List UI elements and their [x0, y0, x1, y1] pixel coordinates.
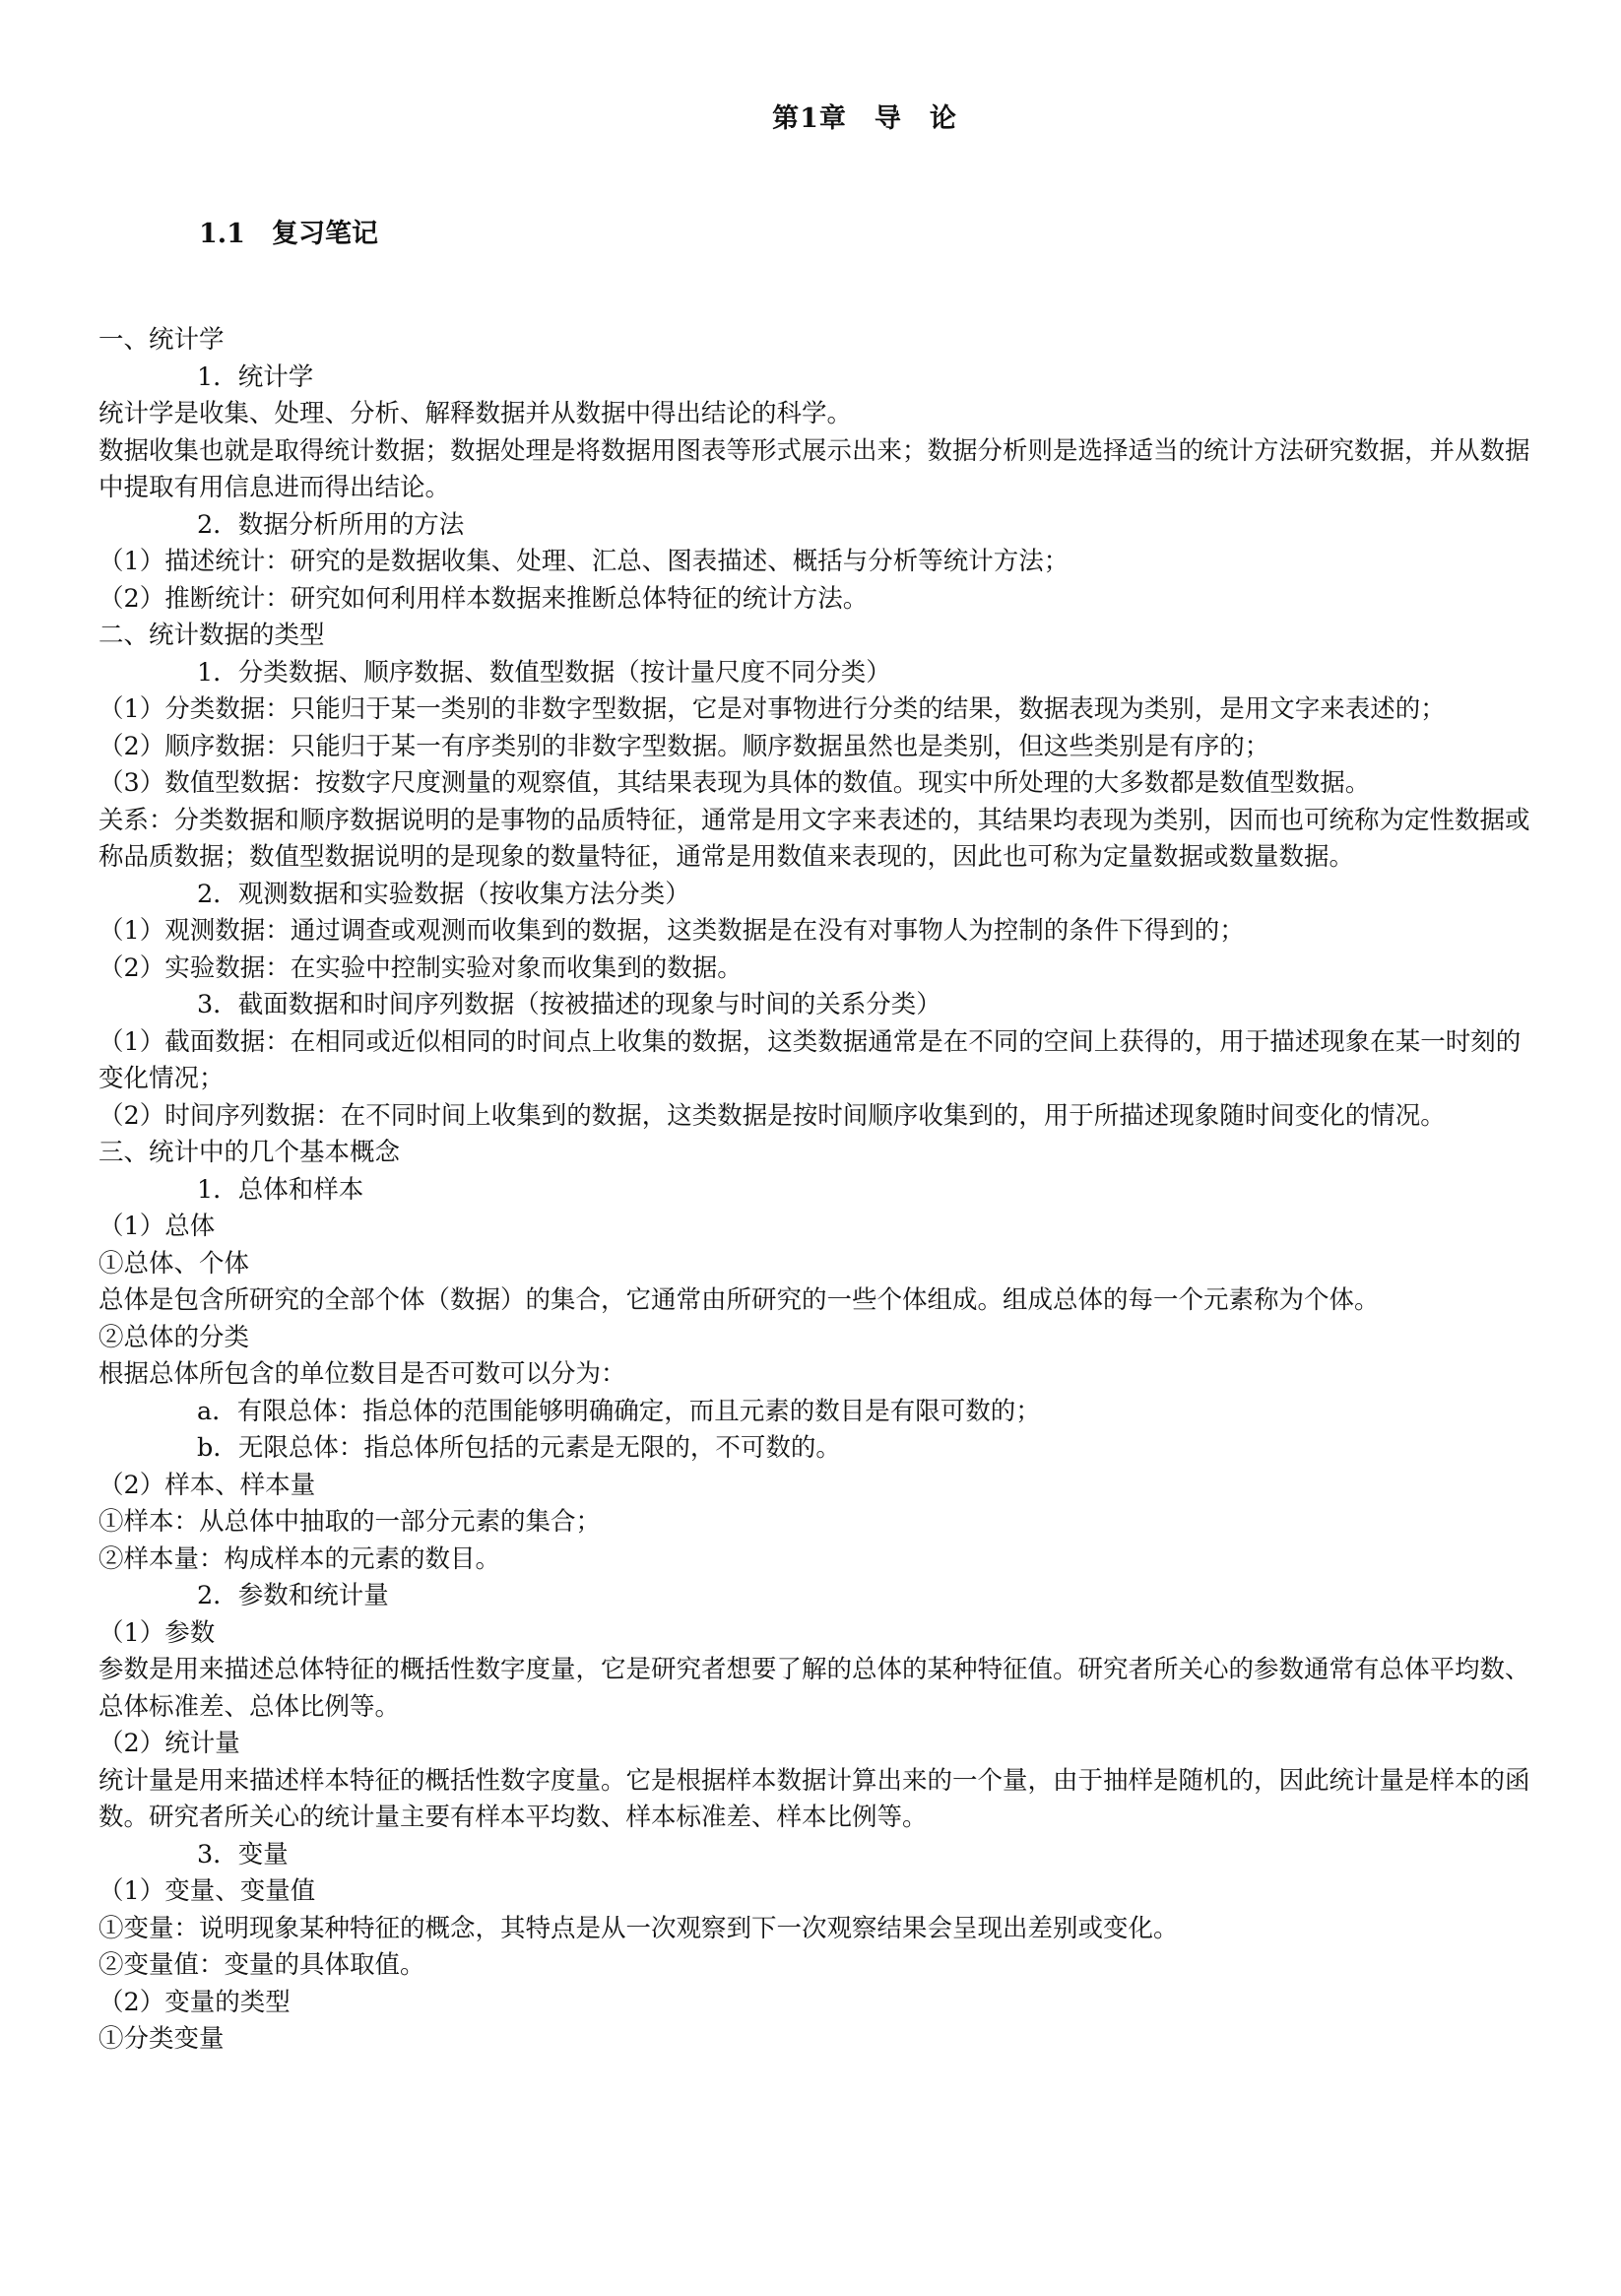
- text-line: （2）推断统计：研究如何利用样本数据来推断总体特征的统计方法。: [98, 583, 869, 614]
- text-line: b．无限总体：指总体所包括的元素是无限的，不可数的。: [197, 1433, 841, 1463]
- text-line: （1）观测数据：通过调查或观测而收集到的数据，这类数据是在没有对事物人为控制的条件下得到的；: [98, 916, 1245, 946]
- text-line: 关系：分类数据和顺序数据说明的是事物的品质特征，通常是用文字来表述的，其结果均表现为类别，因而也可统称为定性数据或称品质数据；数值型数据说明的是现象的数量特征，通常是用数值来表现的，因此也可称为定量数据或数量数据。: [98, 805, 1530, 872]
- text-line: （2）实验数据：在实验中控制实验对象而收集到的数据。: [98, 952, 743, 983]
- text-line: 1．统计学: [197, 361, 314, 392]
- text-line: 总体是包含所研究的全部个体（数据）的集合，它通常由所研究的一些个体组成。组成总体的每一个元素称为个体。: [98, 1285, 1380, 1315]
- text-line: ①分类变量: [98, 2024, 225, 2054]
- text-line: 2．数据分析所用的方法: [197, 509, 465, 540]
- text-line: 统计学是收集、处理、分析、解释数据并从数据中得出结论的科学。: [98, 399, 853, 428]
- text-line: 2．参数和统计量: [197, 1581, 389, 1610]
- text-line: 数据收集也就是取得统计数据；数据处理是将数据用图表等形式展示出来；数据分析则是选择适当的统计方法研究数据，并从数据中提取有用信息进而得出结论。: [98, 435, 1530, 502]
- text-line: ①总体、个体: [98, 1248, 250, 1279]
- text-line: （1）描述统计：研究的是数据收集、处理、汇总、图表描述、概括与分析等统计方法；: [98, 547, 1070, 576]
- text-line: （2）变量的类型: [98, 1987, 291, 2017]
- text-line: ②样本量：构成样本的元素的数目。: [98, 1543, 501, 1574]
- text-line: 二、统计数据的类型: [98, 621, 325, 650]
- text-line: （2）样本、样本量: [98, 1470, 316, 1500]
- text-line: a．有限总体：指总体的范围能够明确确定，而且元素的数目是有限可数的；: [197, 1396, 1041, 1426]
- text-line: ①样本：从总体中抽取的一部分元素的集合；: [98, 1507, 602, 1537]
- text-line: ①变量：说明现象某种特征的概念，其特点是从一次观察到下一次观察结果会呈现出差别或变化。: [98, 1913, 1179, 1943]
- text-line: 3．变量: [197, 1839, 289, 1870]
- text-line: （1）截面数据：在相同或近似相同的时间点上收集的数据，这类数据通常是在不同的空间上获得的，用于描述现象在某一时刻的变化情况；: [98, 1026, 1522, 1093]
- text-line: 1．分类数据、顺序数据、数值型数据（按计量尺度不同分类）: [197, 657, 891, 688]
- text-line: 三、统计中的几个基本概念: [98, 1138, 401, 1167]
- text-line: （1）变量、变量值: [98, 1876, 316, 1906]
- text-line: 一、统计学: [98, 325, 225, 355]
- text-line: ②总体的分类: [98, 1322, 250, 1352]
- section-title: 1.1 复习笔记: [199, 219, 378, 249]
- text-line: （2）顺序数据：只能归于某一有序类别的非数字型数据。顺序数据虽然也是类别，但这些类别是有序的；: [98, 731, 1270, 761]
- text-line: 1．总体和样本: [197, 1174, 364, 1205]
- text-line: 3．截面数据和时间序列数据（按被描述的现象与时间的关系分类）: [197, 990, 941, 1019]
- text-line: （3）数值型数据：按数字尺度测量的观察值，其结果表现为具体的数值。现实中所处理的大多数都是数值型数据。: [98, 768, 1371, 798]
- text-line: （1）分类数据：只能归于某一类别的非数字型数据，它是对事物进行分类的结果，数据表现为类别，是用文字来表述的；: [98, 694, 1446, 724]
- text-line: （2）时间序列数据：在不同时间上收集到的数据，这类数据是按时间顺序收集到的，用于所描述现象随时间变化的情况。: [98, 1100, 1446, 1131]
- text-line: 参数是用来描述总体特征的概括性数字度量，它是研究者想要了解的总体的某种特征值。研究者所关心的参数通常有总体平均数、总体标准差、总体比例等。: [98, 1655, 1530, 1722]
- text-line: （2）统计量: [98, 1729, 240, 1758]
- text-line: ②变量值：变量的具体取值。: [98, 1950, 425, 1980]
- text-line: （1）总体: [98, 1212, 216, 1241]
- text-line: 2．观测数据和实验数据（按收集方法分类）: [197, 879, 690, 909]
- text-line: 根据总体所包含的单位数目是否可数可以分为：: [98, 1359, 626, 1389]
- chapter-title: 第1章 导 论: [772, 103, 957, 134]
- text-line: （1）参数: [98, 1617, 216, 1648]
- text-line: 统计量是用来描述样本特征的概括性数字度量。它是根据样本数据计算出来的一个量，由于抽样是随机的，因此统计量是样本的函数。研究者所关心的统计量主要有样本平均数、样本标准差、样本比例等。: [98, 1765, 1530, 1832]
- notes-body: [98, 322, 1534, 2059]
